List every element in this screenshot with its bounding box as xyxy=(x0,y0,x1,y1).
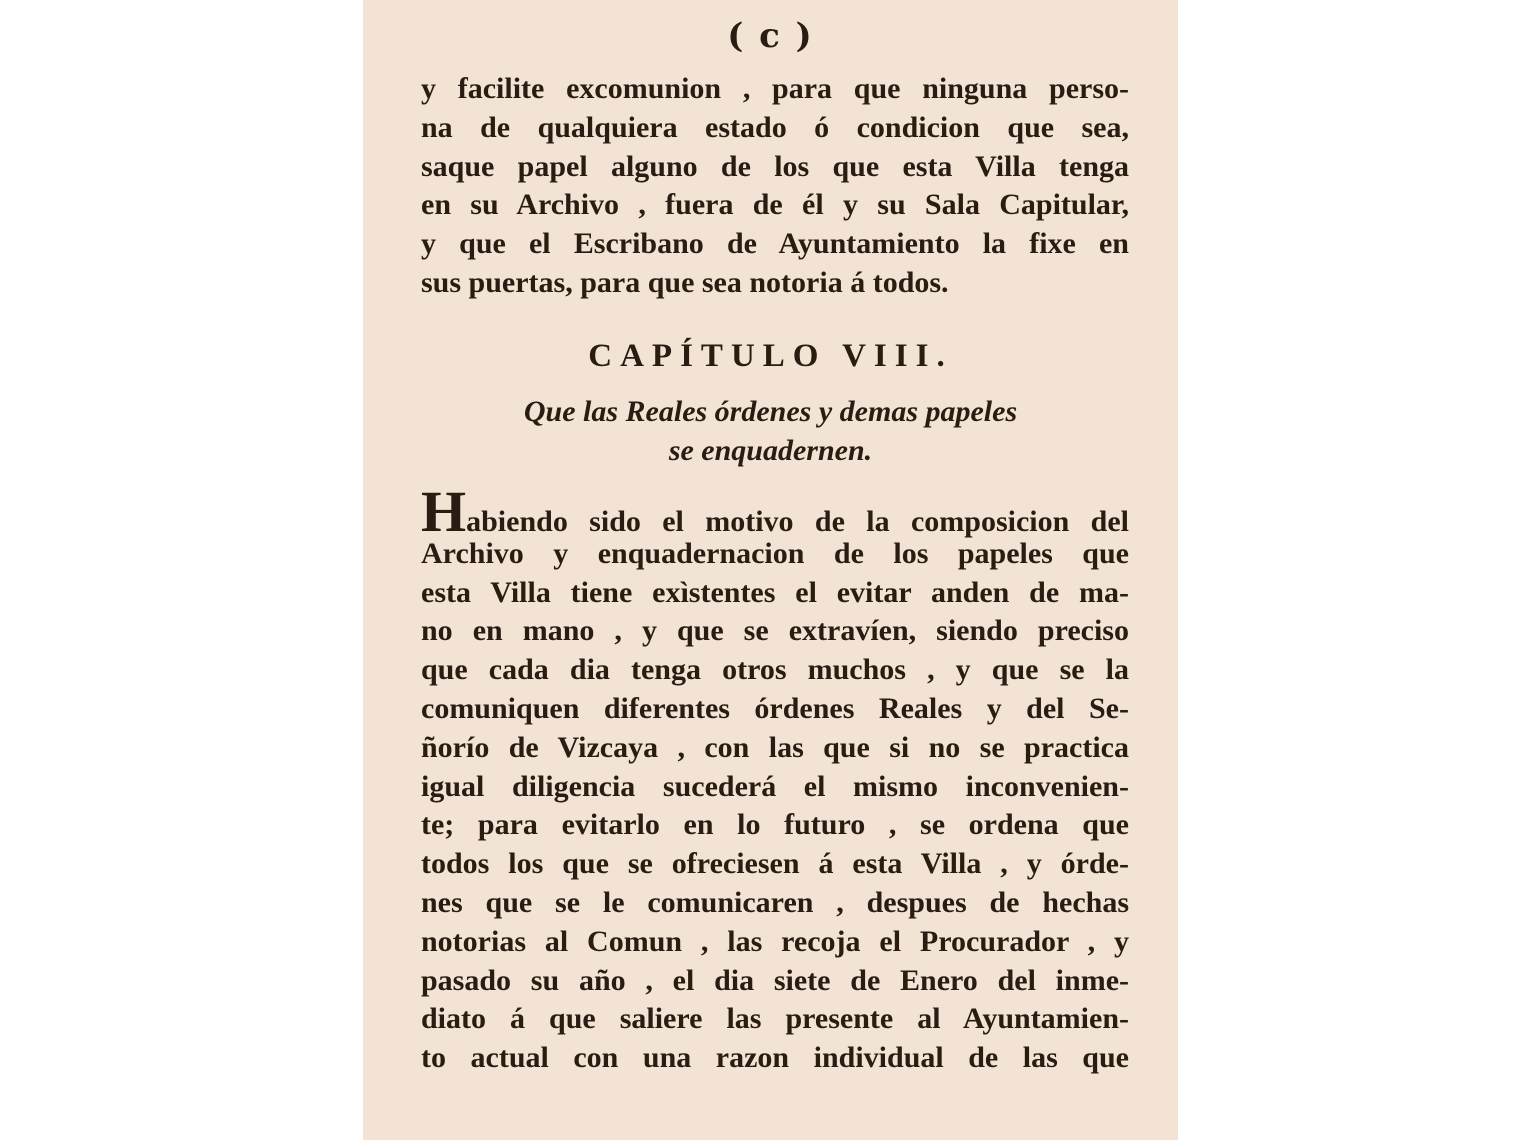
text-line: comuniquen diferentes órdenes Reales y del Se- xyxy=(421,691,1129,725)
text-line: esta Villa tiene exìstentes el evitar anden de ma- xyxy=(421,575,1129,609)
text-line: no en mano , y que se extravíen, siendo preciso xyxy=(421,614,1129,648)
text-line: na de qualquiera estado ó condicion que sea, xyxy=(421,110,1129,144)
text-line: notorias al Comun , las recoja el Procurador , y xyxy=(421,924,1129,958)
drop-cap: H xyxy=(421,479,467,544)
subtitle-line: se enquadernen. xyxy=(668,434,873,467)
book-page xyxy=(363,0,1178,1140)
text-line: abiendo sido el motivo de la composicion del xyxy=(466,505,1129,538)
body-paragraph xyxy=(421,479,1129,1078)
text-line: ñorío de Vizcaya , con las que si no se practica xyxy=(421,730,1129,764)
first-text-line xyxy=(421,479,1129,544)
text-line: y que el Escribano de Ayuntamiento la fixe en xyxy=(421,227,1129,261)
top-paragraph xyxy=(421,70,1129,303)
chapter-subtitle xyxy=(363,392,1178,470)
text-line: sus puertas, para que sea notoria á todos. xyxy=(421,265,949,299)
text-line: en su Archivo , fuera de él y su Sala Capitular, xyxy=(421,188,1129,222)
text-line: nes que se le comunicaren , despues de hechas xyxy=(421,885,1129,919)
page-number: ( c ) xyxy=(727,16,814,56)
text-line: pasado su año , el dia siete de Enero del inme- xyxy=(421,963,1129,997)
text-line: Archivo y enquadernacion de los papeles que xyxy=(421,536,1129,570)
text-line: te; para evitarlo en lo futuro , se ordena que xyxy=(421,808,1129,842)
subtitle-line: Que las Reales órdenes y demas papeles xyxy=(523,395,1018,428)
text-line: que cada dia tenga otros muchos , y que se la xyxy=(421,653,1129,687)
chapter-heading: CAPÍTULO VIII. xyxy=(588,338,953,374)
text-line: saque papel alguno de los que esta Villa tenga xyxy=(421,149,1129,183)
text-line: to actual con una razon individual de las que xyxy=(421,1041,1129,1075)
text-line: igual diligencia sucederá el mismo inconvenien- xyxy=(421,769,1129,803)
text-line: todos los que se ofreciesen á esta Villa , y órde- xyxy=(421,847,1129,881)
text-line: y facilite excomunion , para que ninguna perso- xyxy=(421,72,1129,105)
text-line: diato á que saliere las presente al Ayuntamien- xyxy=(421,1002,1129,1036)
